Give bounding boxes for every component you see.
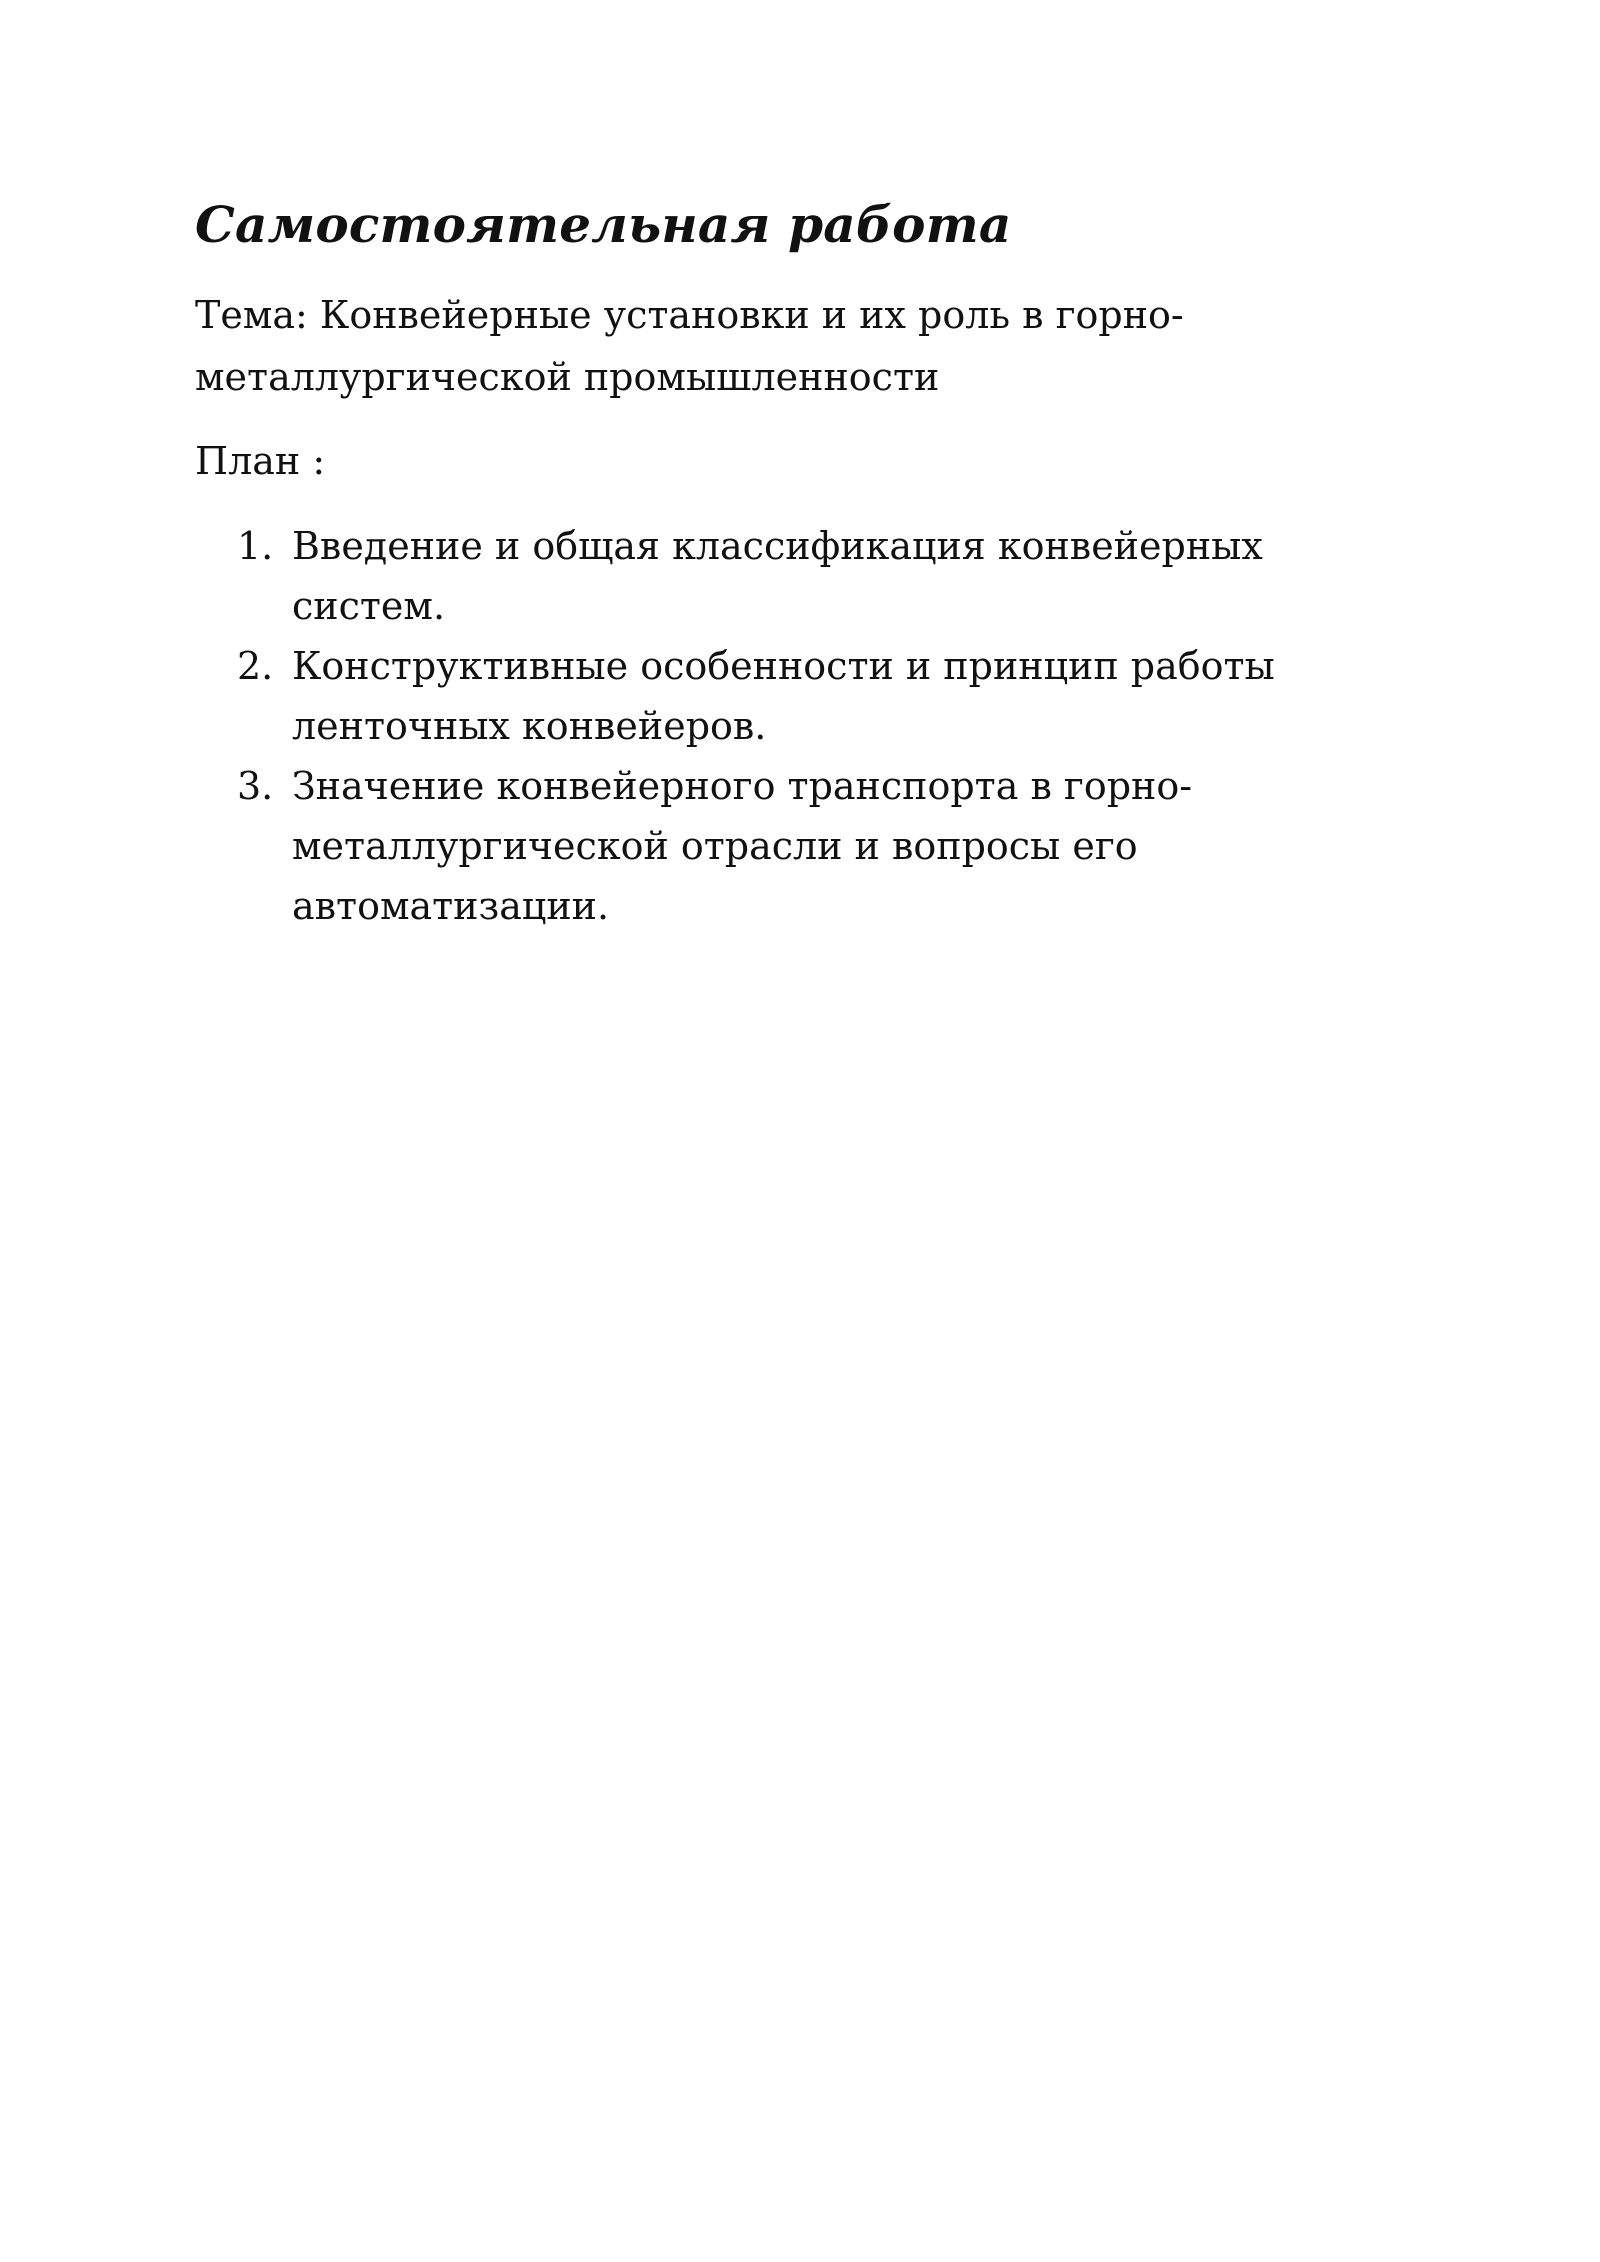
plan-item-1: [195, 516, 1415, 636]
plan-item-text: Значение конвейерного транспорта в горно-металлургической отрасли и вопросы его автоматизации.: [292, 764, 1193, 928]
plan-item-number: 2.: [237, 644, 274, 688]
document-body: [195, 190, 1415, 936]
plan-item-number: 1.: [237, 524, 274, 568]
plan-item-text: Введение и общая классификация конвейерных систем.: [292, 524, 1263, 628]
plan-list: [195, 516, 1415, 936]
plan-item-number: 3.: [237, 764, 274, 808]
topic-line: Тема: Конвейерные установки и их роль в горно-металлургической промышленности: [195, 293, 1184, 399]
plan-item-2: [195, 636, 1415, 756]
document-title: Самостоятельная работа: [195, 195, 1012, 254]
plan-item-3: [195, 756, 1415, 936]
plan-label: План :: [195, 439, 326, 483]
plan-item-text: Конструктивные особенности и принцип работы ленточных конвейеров.: [292, 644, 1275, 748]
